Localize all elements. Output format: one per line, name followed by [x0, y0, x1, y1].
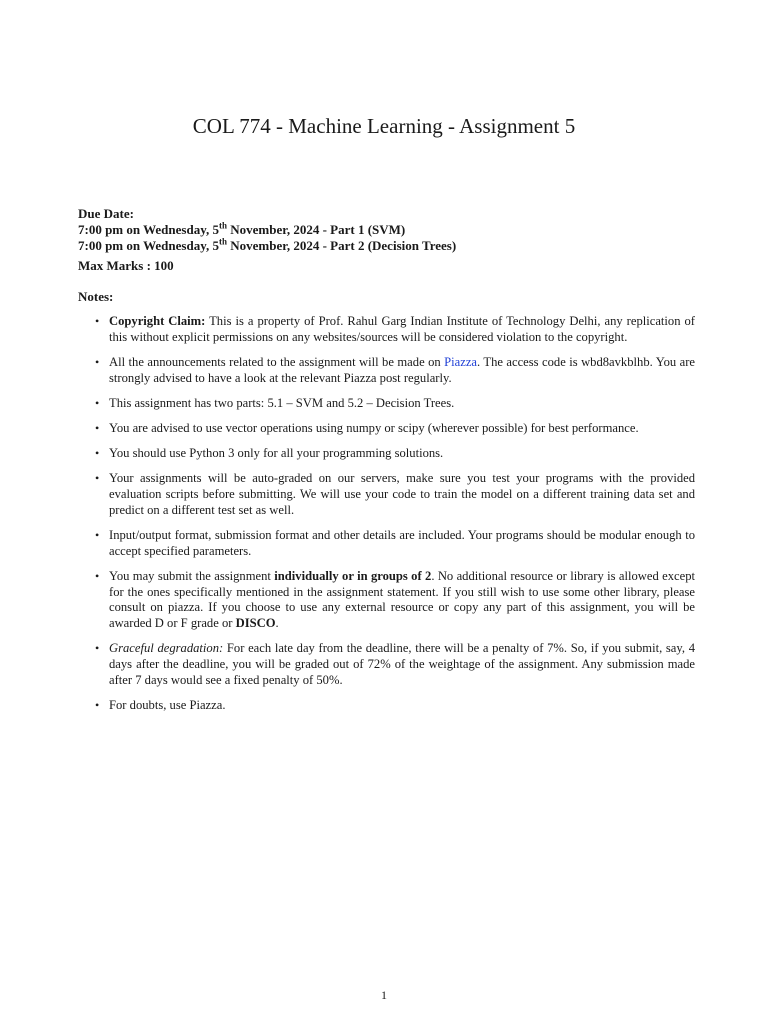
list-item	[95, 355, 695, 386]
note-italic-text: Graceful degradation:	[109, 641, 224, 656]
due-part1-text: 7:00 pm on Wednesday, 5	[78, 222, 219, 237]
bullet-icon: •	[95, 446, 100, 461]
page-number: 1	[381, 988, 387, 1002]
bullet-icon: •	[95, 395, 100, 410]
due-date-part2	[78, 238, 698, 254]
due-part1-rest: November, 2024 - Part 1 (SVM)	[227, 222, 406, 237]
list-item	[95, 641, 695, 688]
list-item	[95, 446, 695, 462]
list-item	[95, 471, 695, 518]
due-date-label: Due Date:	[78, 206, 134, 221]
notes-list	[95, 314, 695, 723]
note-bold-text: individually or in groups of 2	[274, 568, 432, 583]
note-text: . No additional resource or library is allowed except for the ones specifically mentioned in the assignment statement. If you still wish to use some other library, please consult on piazza. If you choose to use any external resource or copy any part of this assignment, you will be awarded D or F grade or	[109, 568, 695, 631]
note-text: . The access code is wbd8avkblhb. You are strongly advised to have a look at the relevant Piazza post regularly.	[109, 354, 695, 385]
list-item	[95, 421, 695, 437]
list-item	[95, 698, 695, 714]
note-text: For each late day from the deadline, there will be a penalty of 7%. So, if you submit, say, 4 days after the deadline, you will be graded out of 72% of the weightage of the assignment. Any submission made after 7 days would see a fixed penalty of 50%.	[109, 641, 695, 687]
due-part1-ordinal: th	[219, 220, 228, 231]
note-text: Your assignments will be auto-graded on our servers, make sure you test your programs with the provided evaluation scripts before submitting. We will use your code to train the model on a different training data set and predict on a different test set as well.	[109, 471, 695, 517]
note-bold-text: Copyright Claim:	[109, 314, 206, 328]
bullet-icon: •	[95, 528, 100, 543]
note-text: For doubts, use Piazza.	[109, 697, 226, 712]
due-date-block	[78, 206, 698, 254]
due-date-part1	[78, 222, 698, 238]
note-text: Input/output format, submission format and other details are included. Your programs should be modular enough to accept specified parameters.	[109, 528, 695, 558]
piazza-link[interactable]: Piazza	[444, 354, 478, 369]
note-text: You should use Python 3 only for all your programming solutions.	[109, 446, 444, 461]
list-item	[95, 314, 695, 345]
note-text: .	[275, 616, 279, 631]
note-text: You are advised to use vector operations using numpy or scipy (wherever possible) for best performance.	[109, 421, 639, 436]
notes-heading: Notes:	[78, 289, 114, 304]
page-title: COL 774 - Machine Learning - Assignment 5	[192, 114, 576, 138]
note-text: This assignment has two parts: 5.1 – SVM and 5.2 – Decision Trees.	[109, 395, 455, 410]
due-part2-text: 7:00 pm on Wednesday, 5	[78, 238, 219, 253]
list-item	[95, 528, 695, 559]
due-part2-ordinal: th	[219, 236, 228, 247]
note-text: This is a property of Prof. Rahul Garg Indian Institute of Technology Delhi, any replication of this without explicit permissions on any websites/sources will be considered violation to the copyright.	[109, 314, 695, 344]
bullet-icon: •	[95, 471, 100, 486]
bullet-icon: •	[95, 354, 100, 369]
bullet-icon: •	[95, 641, 100, 656]
note-text: All the announcements related to the assignment will be made on	[109, 354, 445, 369]
note-text: You may submit the assignment	[109, 568, 275, 583]
bullet-icon: •	[95, 568, 100, 583]
note-bold-text: DISCO	[235, 616, 276, 631]
list-item	[95, 569, 695, 632]
bullet-icon: •	[95, 697, 100, 712]
bullet-icon: •	[95, 314, 100, 328]
list-item	[95, 396, 695, 412]
max-marks: Max Marks : 100	[78, 258, 174, 273]
due-part2-rest: November, 2024 - Part 2 (Decision Trees)	[227, 238, 457, 253]
bullet-icon: •	[95, 421, 100, 436]
